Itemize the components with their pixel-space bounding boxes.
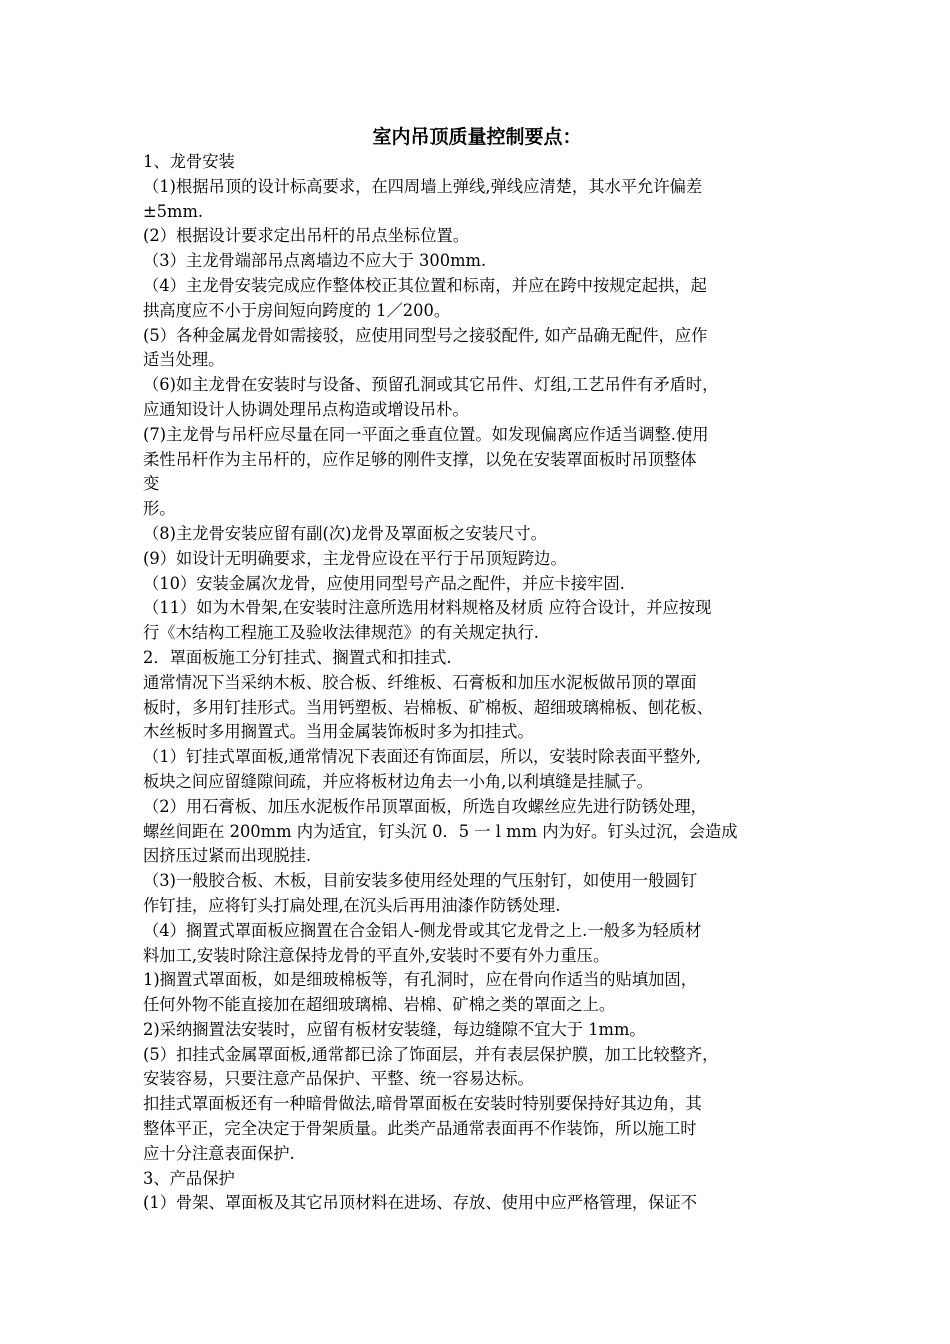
text-line: (5）扣挂式金属罩面板,通常都已涂了饰面层，并有表层保护膜，加工比较整齐， bbox=[143, 1044, 719, 1064]
text-line: 板块之间应留缝隙间疏，并应将板材边角去一小角,以利填缝是挂腻子。 bbox=[143, 771, 653, 791]
text-line: （8)主龙骨安装应留有副(次)龙骨及罩面板之安装尺寸。 bbox=[143, 523, 547, 543]
text-line: 应通知设计人协调处理吊点构造或增设吊朴。 bbox=[143, 399, 469, 419]
text-line: 通常情况下当采纳木板、胶合板、纤维板、石膏板和加压水泥板做吊顶的罩面 bbox=[143, 672, 697, 692]
text-line: 因挤压过紧而出现脱挂. bbox=[143, 846, 311, 866]
text-line: 3、产品保护 bbox=[143, 1168, 235, 1188]
text-line: (7)主龙骨与吊杆应尽量在同一平面之垂直位置。如发现偏离应作适当调整.使用 bbox=[143, 424, 709, 444]
text-line: （3)一般胶合板、木板，目前安装多使用经处理的气压射钉，如使用一般圆钉 bbox=[143, 871, 697, 891]
text-line: （2）用石膏板、加压水泥板作吊顶罩面板，所选自攻螺丝应先进行防锈处理， bbox=[143, 796, 707, 816]
text-line: 1)搁置式罩面板，如是细玻棉板等，有孔洞时，应在骨向作适当的贴填加固， bbox=[143, 970, 697, 990]
text-line: (2）根据设计要求定出吊杆的吊点坐标位置。 bbox=[143, 226, 470, 246]
text-line: 应十分注意表面保护. bbox=[143, 1143, 295, 1163]
text-line: 形。 bbox=[143, 499, 176, 519]
text-line: 木丝板时多用搁置式。当用金属装饰板时多为扣挂式。 bbox=[143, 722, 534, 742]
text-line: (9）如设计无明确要求，主龙骨应设在平行于吊顶短跨边。 bbox=[143, 548, 567, 568]
text-line: 拱高度应不小于房间短向跨度的 1／200。 bbox=[143, 300, 451, 320]
text-line: 螺丝间距在 200mm 内为适宜，钉头沉 0．5 一 l mm 内为好。钉头过沉，会造成 bbox=[143, 821, 738, 841]
text-line: （4）搁置式罩面板应搁置在合金铝人-侧龙骨或其它龙骨之上.一般多为轻质材 bbox=[143, 920, 702, 940]
text-line: 1、龙骨安装 bbox=[143, 152, 235, 171]
document-page bbox=[143, 124, 811, 1216]
document-body bbox=[143, 150, 811, 1216]
text-line: 整体平正，完全决定于骨架质量。此类产品通常表面再不作装饰，所以施工时 bbox=[143, 1119, 697, 1139]
text-line: 2)采纳搁置法安装时，应留有板材安装缝，每边缝隙不宜大于 1mm。 bbox=[143, 1019, 646, 1039]
text-line: （4）主龙骨安装完成应作整体校正其位置和标南，并应在跨中按规定起拱，起 bbox=[143, 275, 707, 295]
text-line: （6)如主龙骨在安装时与设备、预留孔洞或其它吊件、灯组,工艺吊件有矛盾时， bbox=[143, 375, 719, 395]
text-line: （10）安装金属次龙骨，应使用同型号产品之配件，并应卡接牢固. bbox=[143, 573, 625, 593]
text-line: 任何外物不能直接加在超细玻璃棉、岩棉、矿棉之类的罩面之上。 bbox=[143, 995, 616, 1015]
text-line: ±5mm. bbox=[143, 201, 204, 221]
text-line: (5）各种金属龙骨如需接驳，应使用同型号之接驳配件, 如产品确无配件，应作 bbox=[143, 325, 708, 345]
text-line: 板时，多用钉挂形式。当用钙塑板、岩棉板、矿棉板、超细玻璃棉板、刨花板、 bbox=[143, 697, 713, 717]
text-line: 柔性吊杆作为主吊杆的，应作足够的刚件支撑，以免在安装罩面板时吊顶整体 bbox=[143, 449, 697, 469]
text-line: （11）如为木骨架,在安装时注意所选用材料规格及材质 应符合设计，并应按现 bbox=[143, 598, 712, 618]
text-line: 变 bbox=[143, 474, 160, 494]
text-line: 料加工,安装时除注意保持龙骨的平直外,安装时不要有外力重压。 bbox=[143, 945, 610, 965]
document-title: 室内吊顶质量控制要点： bbox=[372, 126, 582, 148]
text-line: 2．罩面板施工分钉挂式、搁置式和扣挂式. bbox=[143, 647, 452, 667]
text-line: 行《木结构工程施工及验收法律规范》的有关规定执行. bbox=[143, 623, 539, 643]
text-line: （1）钉挂式罩面板,通常情况下表面还有饰面层，所以，安装时除表面平整外, bbox=[143, 747, 701, 767]
text-line: 适当处理。 bbox=[143, 350, 225, 370]
text-line: （3）主龙骨端部吊点离墙边不应大于 300mm. bbox=[143, 251, 487, 271]
text-line: （1)根据吊顶的设计标高要求，在四周墙上弹线,弹线应清楚，其水平允许偏差 bbox=[143, 176, 703, 196]
text-line: (1）骨架、罩面板及其它吊顶材料在进场、存放、使用中应严格管理，保证不 bbox=[143, 1193, 697, 1213]
text-line: 安装容易，只要注意产品保护、平整、统一容易达标。 bbox=[143, 1069, 534, 1089]
text-line: 扣挂式罩面板还有一种暗骨做法,暗骨罩面板在安装时特别要保持好其边角，其 bbox=[143, 1094, 702, 1114]
text-line: 作钉挂，应将钉头打扁处理,在沉头后再用油漆作防锈处理. bbox=[143, 895, 561, 915]
